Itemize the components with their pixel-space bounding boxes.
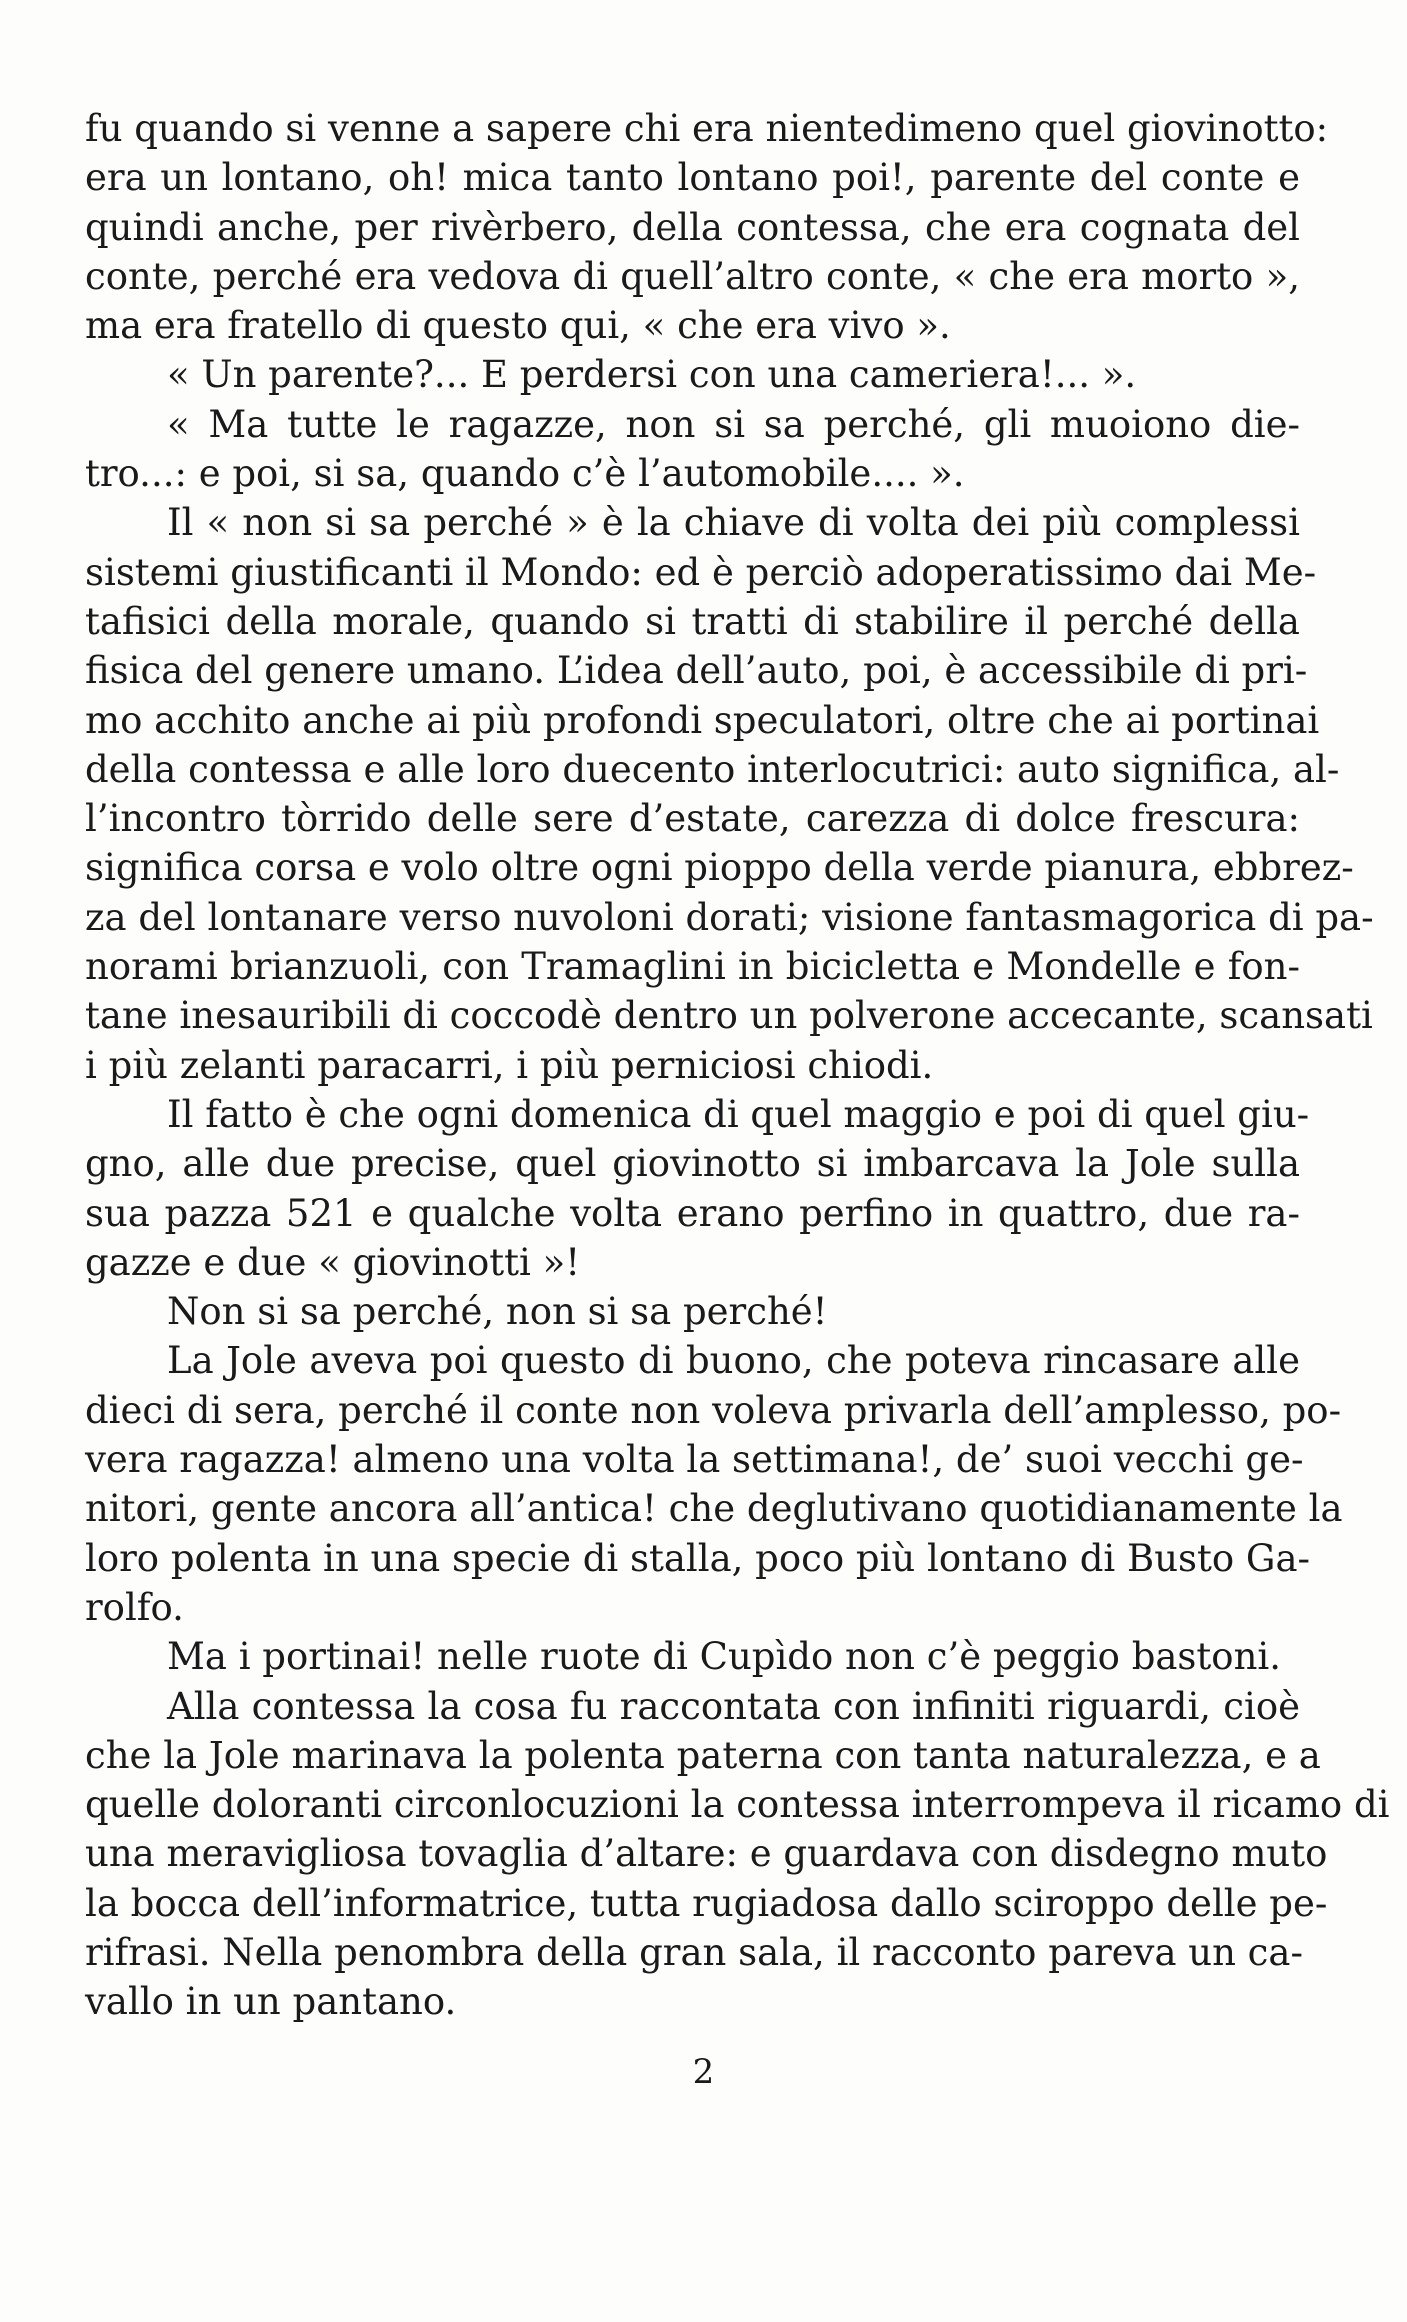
text-line: quindi anche, per rivèrbero, della contessa, che era cognata del bbox=[85, 205, 1300, 249]
text-line: significa corsa e volo oltre ogni pioppo della verde pianura, ebbrez- bbox=[85, 846, 1354, 890]
text-line: che la Jole marinava la polenta paterna con tanta naturalezza, e a bbox=[85, 1733, 1321, 1777]
text-line: za del lontanare verso nuvoloni dorati; visione fantasmagorica di pa- bbox=[85, 895, 1374, 939]
text-line: Alla contessa la cosa fu raccontata con infiniti riguardi, cioè bbox=[167, 1684, 1300, 1728]
text-line: sistemi giustificanti il Mondo: ed è perciò adoperatissimo dai Me- bbox=[85, 550, 1317, 594]
text-line: ma era fratello di questo qui, « che era vivo ». bbox=[85, 304, 951, 348]
text-line: gazze e due « giovinotti »! bbox=[85, 1240, 581, 1284]
text-line: Il fatto è che ogni domenica di quel maggio e poi di quel giu- bbox=[167, 1092, 1310, 1136]
text-line: tafisici della morale, quando si tratti di stabilire il perché della bbox=[85, 599, 1300, 643]
body-text bbox=[85, 104, 1390, 2027]
text-line: rifrasi. Nella penombra della gran sala, il racconto pareva un ca- bbox=[85, 1930, 1303, 1974]
text-line: vallo in un pantano. bbox=[85, 1980, 457, 2024]
text-line: La Jole aveva poi questo di buono, che poteva rincasare alle bbox=[167, 1339, 1300, 1383]
text-line: Il « non si sa perché » è la chiave di volta dei più complessi bbox=[167, 501, 1300, 545]
text-line: tro...: e poi, si sa, quando c’è l’automobile.... ». bbox=[85, 452, 965, 496]
text-line: loro polenta in una specie di stalla, poco più lontano di Busto Ga- bbox=[85, 1536, 1311, 1580]
text-line: sua pazza 521 e qualche volta erano perfino in quattro, due ra- bbox=[85, 1191, 1300, 1235]
text-line: mo acchito anche ai più profondi speculatori, oltre che ai portinai bbox=[85, 698, 1320, 742]
text-line: fisica del genere umano. L’idea dell’auto, poi, è accessibile di pri- bbox=[85, 649, 1308, 693]
text-line: fu quando si venne a sapere chi era nientedimeno quel giovinotto: bbox=[85, 107, 1329, 150]
text-line: una meravigliosa tovaglia d’altare: e guardava con disdegno muto bbox=[85, 1832, 1328, 1876]
text-line: « Un parente?... E perdersi con una cameriera!... ». bbox=[167, 353, 1137, 397]
page-number: 2 bbox=[692, 2052, 715, 2092]
text-line: i più zelanti paracarri, i più perniciosi chiodi. bbox=[85, 1043, 934, 1087]
text-line: Ma i portinai! nelle ruote di Cupìdo non c’è peggio bastoni. bbox=[167, 1635, 1281, 1679]
text-line: quelle doloranti circonlocuzioni la contessa interrompeva il ricamo di bbox=[85, 1783, 1390, 1827]
text-line: rolfo. bbox=[85, 1585, 184, 1629]
text-line: della contessa e alle loro duecento interlocutrici: auto significa, al- bbox=[85, 747, 1340, 791]
text-line: tane inesauribili di coccodè dentro un polverone accecante, scansati bbox=[85, 994, 1373, 1038]
text-line: era un lontano, oh! mica tanto lontano poi!, parente del conte e bbox=[85, 156, 1300, 200]
text-line: conte, perché era vedova di quell’altro conte, « che era morto », bbox=[85, 254, 1300, 298]
text-line: la bocca dell’informatrice, tutta rugiadosa dallo sciroppo delle pe- bbox=[85, 1881, 1328, 1925]
text-line: gno, alle due precise, quel giovinotto si imbarcava la Jole sulla bbox=[85, 1142, 1300, 1186]
text-line: norami brianzuoli, con Tramaglini in bicicletta e Mondelle e fon- bbox=[85, 945, 1300, 989]
text-line: vera ragazza! almeno una volta la settimana!, de’ suoi vecchi ge- bbox=[85, 1438, 1304, 1482]
text-line: nitori, gente ancora all’antica! che deglutivano quotidianamente la bbox=[85, 1487, 1343, 1531]
text-line: dieci di sera, perché il conte non voleva privarla dell’amplesso, po- bbox=[85, 1388, 1342, 1432]
text-line: Non si sa perché, non si sa perché! bbox=[167, 1290, 828, 1334]
text-line: l’incontro tòrrido delle sere d’estate, carezza di dolce frescura: bbox=[85, 797, 1300, 841]
text-line: « Ma tutte le ragazze, non si sa perché, gli muoiono die- bbox=[167, 402, 1300, 446]
